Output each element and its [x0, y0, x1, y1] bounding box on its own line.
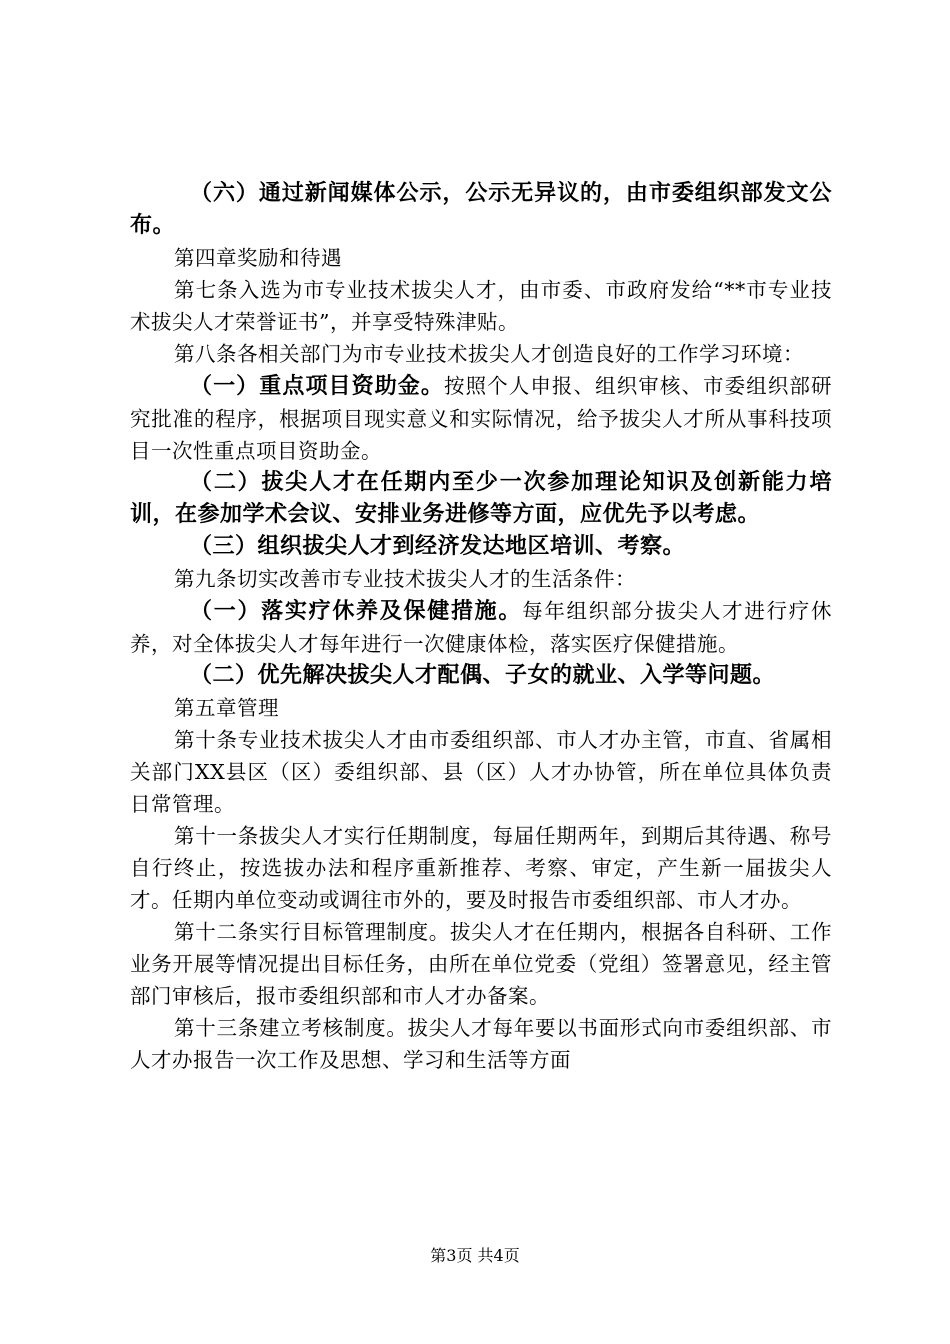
paragraph-bold-text: （二）拔尖人才在任期内至少一次参加理论知识及创新能力培训，在参加学术会议、安排业务进修等方面，应优先予以考虑。 [130, 470, 832, 527]
paragraph-text: 第十二条实行目标管理制度。拔尖人才在任期内，根据各自科研、工作业务开展等情况提出目标任务，由所在单位党委（党组）签署意见，经主管部门审核后，报市委组织部和市人才办备案。 [130, 920, 832, 1008]
paragraph [130, 692, 832, 724]
paragraph [130, 660, 832, 692]
paragraph [130, 531, 832, 563]
paragraph-bold-text: （一）重点项目资助金。 [190, 374, 444, 399]
paragraph-text: 第七条入选为市专业技术拔尖人才，由市委、市政府发给“**市专业技术拔尖人才荣誉证书”，并享受特殊津贴。 [130, 278, 832, 334]
paragraph-text: 第十一条拔尖人才实行任期制度，每届任期两年，到期后其待遇、称号自行终止，按选拔办法和程序重新推荐、考察、审定，产生新一届拔尖人才。任期内单位变动或调往市外的，要及时报告市委组织部、市人才办。 [130, 824, 832, 912]
paragraph-text: 第十条专业技术拔尖人才由市委组织部、市人才办主管，市直、省属相关部门XX县区（区）委组织部、县（区）人才办协管，所在单位具体负责日常管理。 [130, 728, 832, 816]
paragraph [130, 242, 832, 274]
paragraph-bold-text: （一）落实疗休养及保健措施。 [190, 599, 523, 624]
paragraph-text: 第八条各相关部门为市专业技术拔尖人才创造良好的工作学习环境： [174, 342, 804, 366]
paragraph [130, 338, 832, 370]
paragraph [130, 370, 832, 467]
paragraph [130, 724, 832, 820]
paragraph [130, 467, 832, 531]
paragraph [130, 916, 832, 1012]
paragraph [130, 595, 832, 660]
page-footer: 第3页 共4页 [430, 1246, 520, 1265]
paragraph [130, 820, 832, 916]
paragraph-bold-text: （六）通过新闻媒体公示，公示无异议的，由市委组织部发文公布。 [130, 181, 832, 238]
document-body [130, 178, 832, 1076]
paragraph-text: 第十三条建立考核制度。拔尖人才每年要以书面形式向市委组织部、市人才办报告一次工作及思想、学习和生活等方面 [130, 1016, 832, 1072]
paragraph-text: 按照个人申报、组织审核、市委组织部研究批准的程序，根据项目现实意义和实际情况，给予拔尖人才所从事科技项目一次性重点项目资助金。 [130, 374, 832, 463]
paragraph-text: 第九条切实改善市专业技术拔尖人才的生活条件： [174, 567, 636, 591]
paragraph [130, 563, 832, 595]
paragraph [130, 178, 832, 242]
paragraph-text: 每年组织部分拔尖人才进行疗休养，对全体拔尖人才每年进行一次健康体检，落实医疗保健措施。 [130, 599, 832, 656]
paragraph [130, 1012, 832, 1076]
paragraph-text: 第四章奖励和待遇 [174, 246, 342, 270]
paragraph-bold-text: （二）优先解决拔尖人才配偶、子女的就业、入学等问题。 [190, 663, 776, 688]
paragraph-bold-text: （三）组织拔尖人才到经济发达地区培训、考察。 [190, 534, 686, 559]
paragraph-text: 第五章管理 [174, 696, 279, 720]
paragraph [130, 274, 832, 338]
